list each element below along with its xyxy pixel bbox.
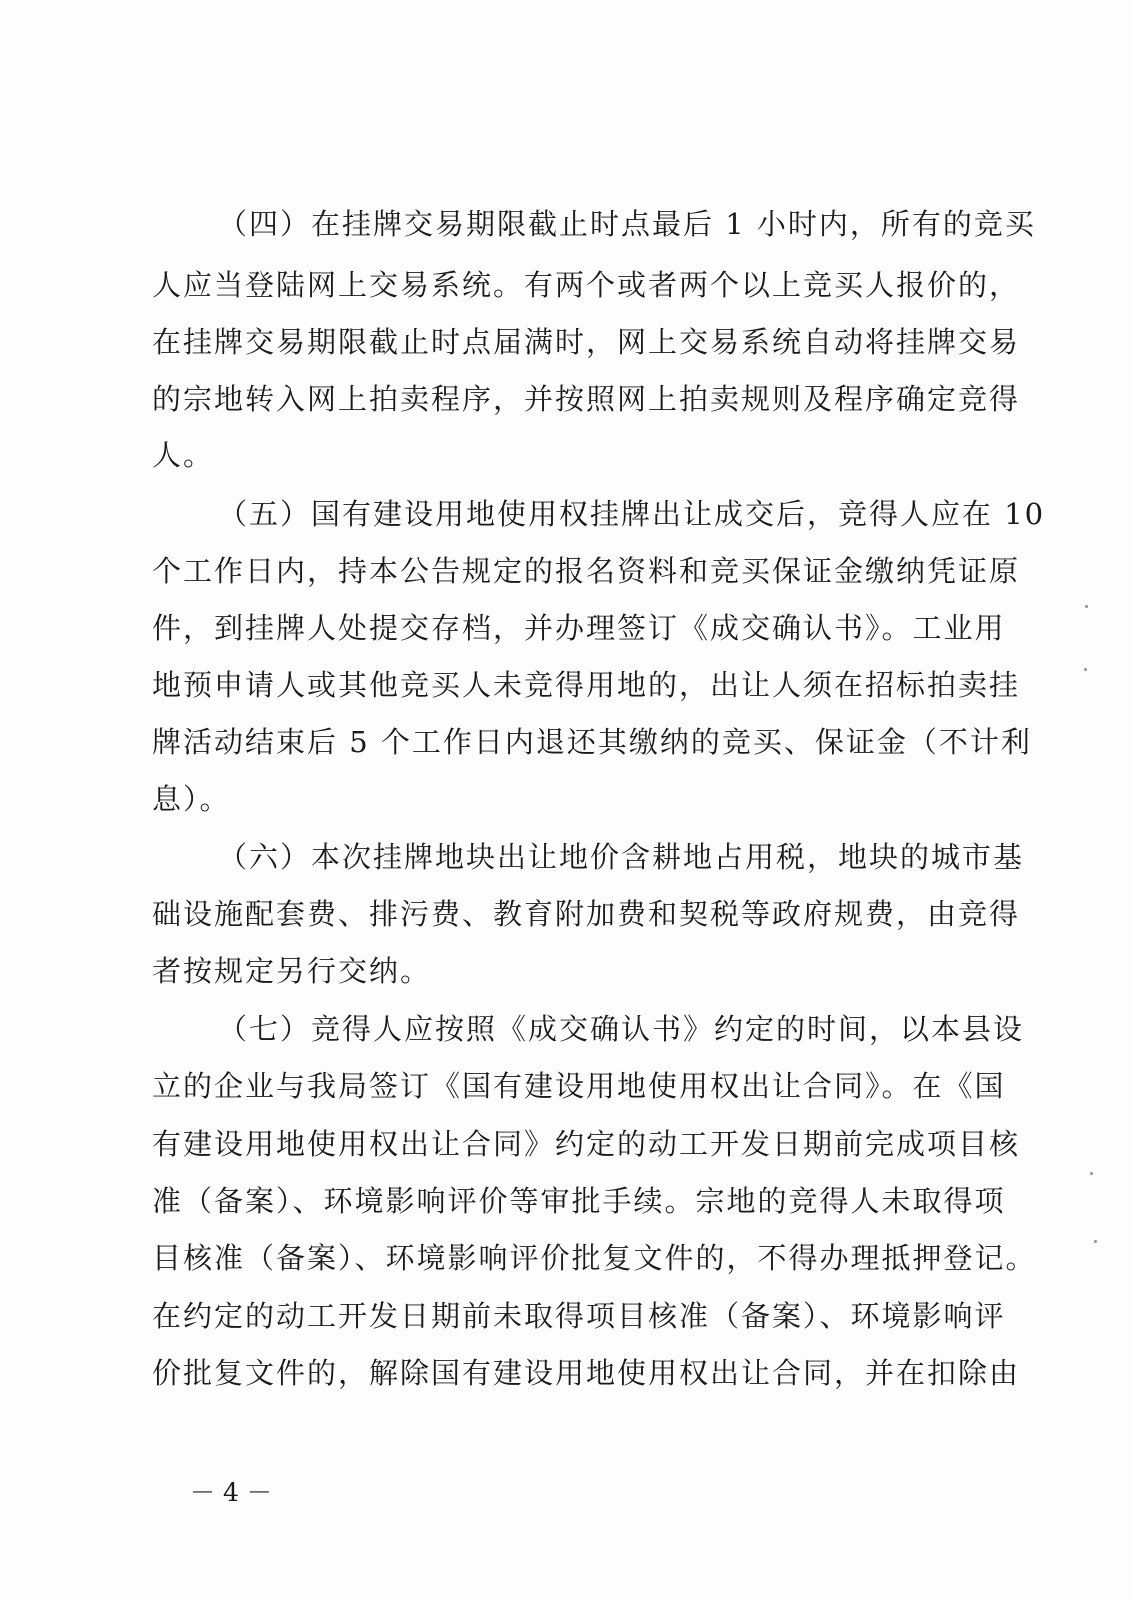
paragraph-4-line-3: 在挂牌交易期限截止时点届满时，网上交易系统自动将挂牌交易 [152, 325, 1021, 359]
paragraph-5-line-2: 个工作日内，持本公告规定的报名资料和竞买保证金缴纳凭证原 [152, 554, 1021, 588]
paragraph-7-line-1: （七）竞得人应按照《成交确认书》约定的时间，以本县设 [218, 1012, 1025, 1046]
paragraph-4-line-5: 人。 [152, 438, 215, 472]
scan-speck [1085, 605, 1088, 608]
paragraph-7-line-7: 价批复文件的，解除国有建设用地使用权出让合同，并在扣除由 [152, 1356, 1021, 1390]
paragraph-7-line-6: 在约定的动工开发日期前未取得项目核准（备案）、环境影响评 [152, 1299, 1006, 1333]
paragraph-5-line-6: 息）。 [152, 782, 231, 816]
paragraph-7-line-2: 立的企业与我局签订《国有建设用地使用权出让合同》。在《国 [152, 1069, 1006, 1103]
paragraph-6-line-1: （六）本次挂牌地块出让地价含耕地占用税，地块的城市基 [218, 840, 1025, 874]
paragraph-7-line-4: 准（备案）、环境影响评价等审批手续。宗地的竞得人未取得项 [152, 1184, 1006, 1218]
paragraph-4-line-1: （四）在挂牌交易期限截止时点最后 1 小时内，所有的竞买 [218, 207, 1036, 241]
paragraph-5-line-5: 牌活动结束后 5 个工作日内退还其缴纳的竞买、保证金（不计利 [152, 725, 1032, 759]
paragraph-5-line-3: 件，到挂牌人处提交存档，并办理签订《成交确认书》。工业用 [152, 611, 1006, 645]
paragraph-6-line-2: 础设施配套费、排污费、教育附加费和契税等政府规费，由竞得 [152, 897, 1021, 931]
scan-speck [1094, 1240, 1097, 1243]
paragraph-4-line-2: 人应当登陆网上交易系统。有两个或者两个以上竞买人报价的， [152, 268, 1021, 302]
scan-speck [1090, 1172, 1093, 1175]
paragraph-7-line-5: 目核准（备案）、环境影响评价批复文件的，不得办理抵押登记。 [152, 1241, 1037, 1275]
page-number: － 4 － [190, 1478, 272, 1507]
paragraph-4-line-4: 的宗地转入网上拍卖程序，并按照网上拍卖规则及程序确定竞得 [152, 382, 1021, 416]
paragraph-5-line-1: （五）国有建设用地使用权挂牌出让成交后，竞得人应在 10 [218, 497, 1046, 531]
paragraph-6-line-3: 者按规定另行交纳。 [152, 954, 432, 988]
paragraph-7-line-3: 有建设用地使用权出让合同》约定的动工开发日期前完成项目核 [152, 1127, 1021, 1161]
paragraph-5-line-4: 地预申请人或其他竞买人未竞得用地的，出让人须在招标拍卖挂 [152, 668, 1021, 702]
scan-speck [1084, 668, 1087, 671]
